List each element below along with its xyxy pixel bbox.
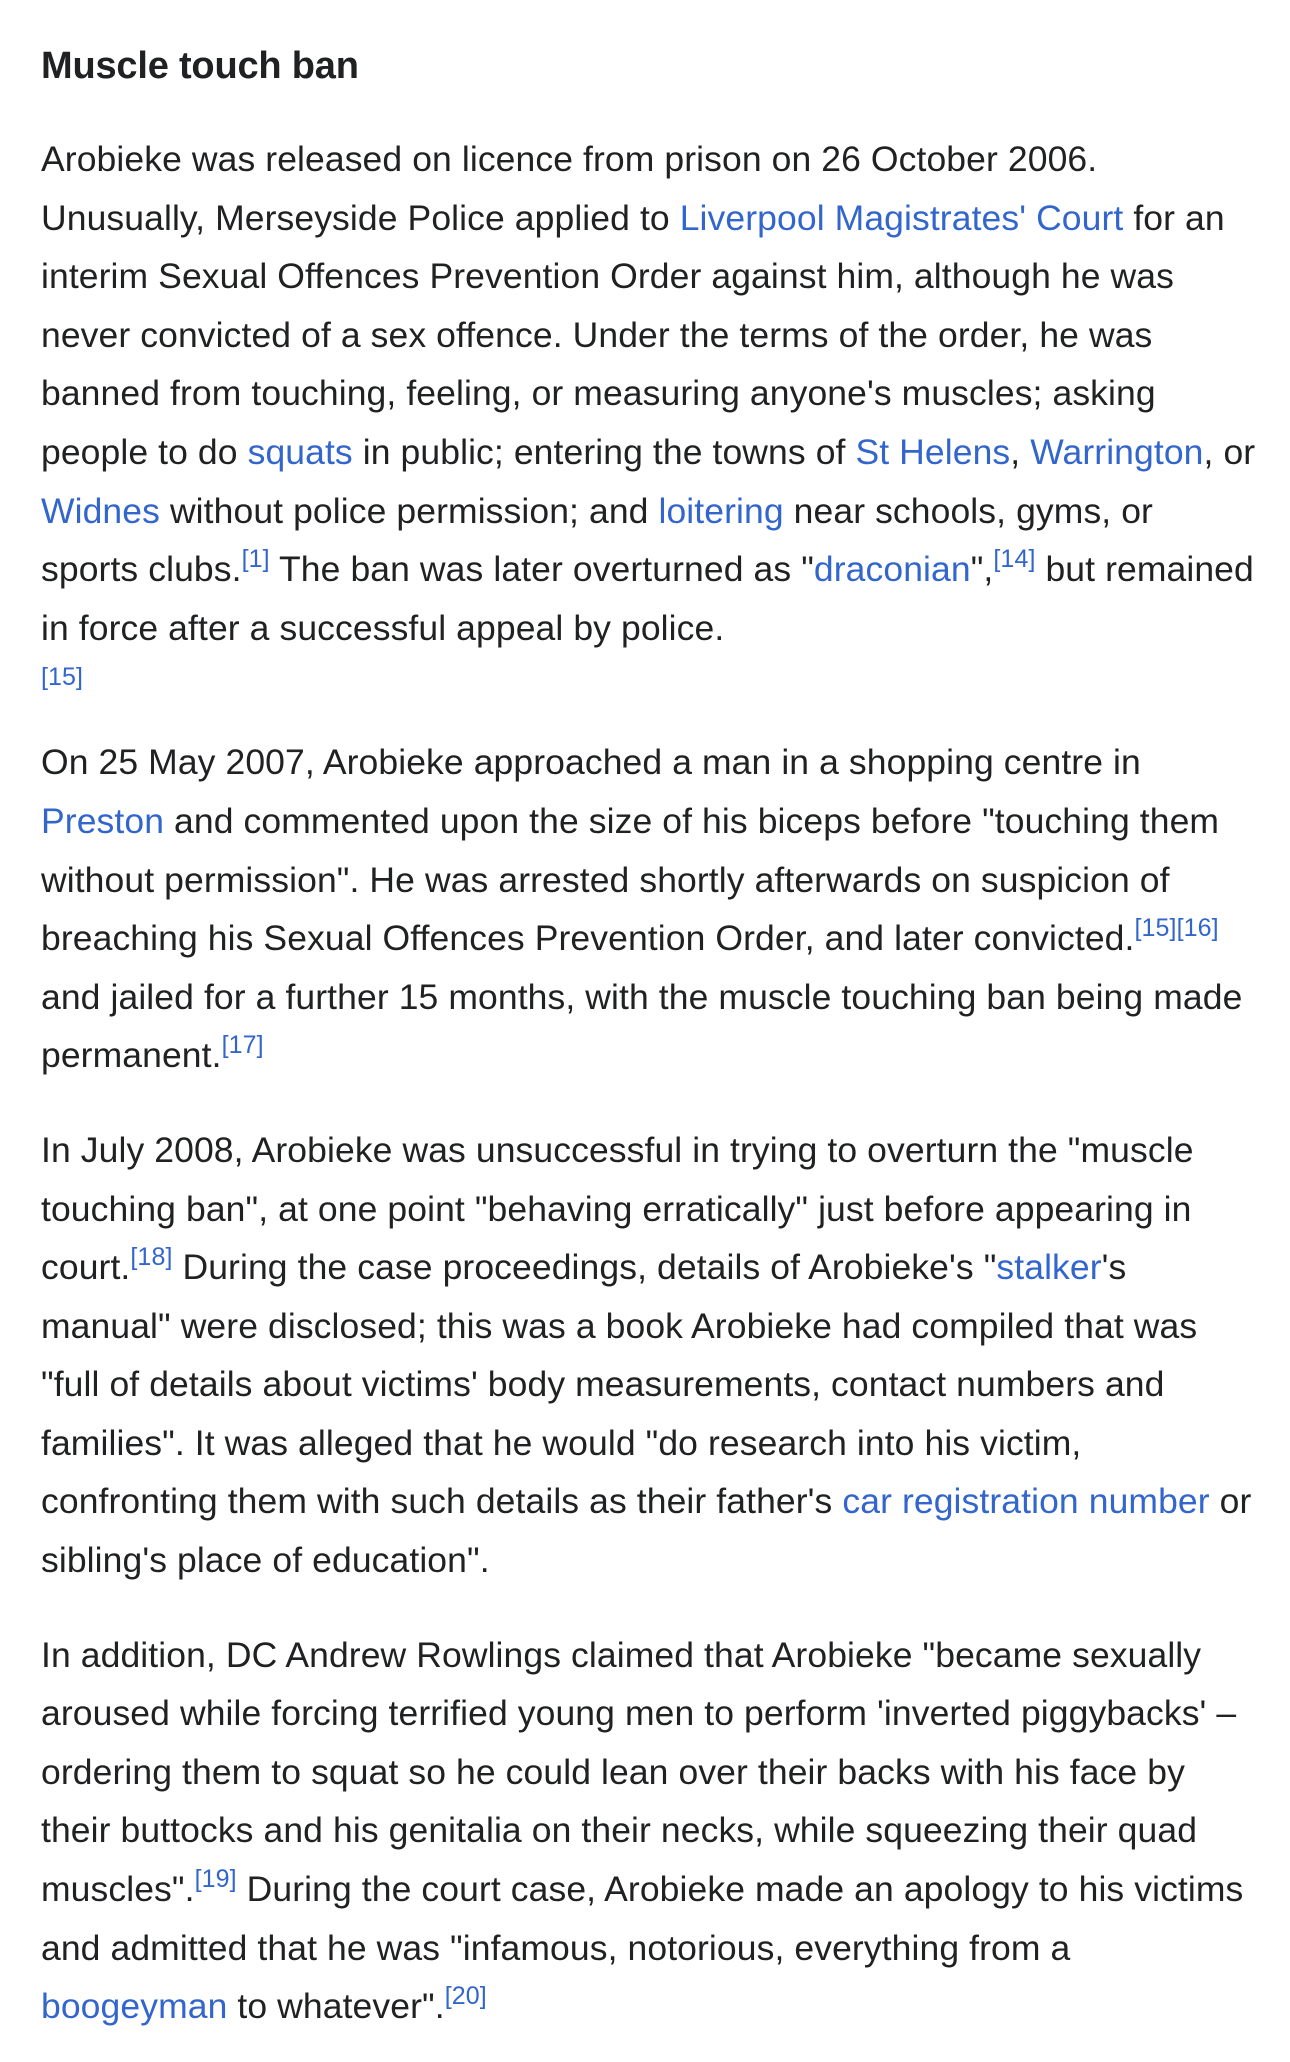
- text: In July 2008, Arobieke was unsuccessful in trying to overturn the "muscle touching ban", at one point "behaving erratically" just before appearing in court.: [41, 1129, 1194, 1288]
- text: ",: [970, 549, 994, 590]
- citation-1[interactable]: [1]: [241, 545, 270, 574]
- text: without police permission; and: [159, 490, 659, 531]
- paragraph-rowlings: [41, 1626, 1256, 2036]
- text: near schools, gyms, or sports clubs.: [41, 490, 1153, 590]
- text: The ban was later overturned as ": [269, 549, 814, 590]
- link-warrington[interactable]: Warrington: [1030, 431, 1204, 472]
- citation-18[interactable]: [18]: [130, 1243, 173, 1272]
- citation-15[interactable]: [15]: [41, 663, 84, 692]
- text: and commented upon the size of his biceps before "touching them without permission". He was arrested shortly afterwards on suspicion of breaching his Sexual Offences Prevention Order, and later convicted.: [41, 800, 1220, 959]
- link-liverpool-magistrates-court[interactable]: Liverpool Magistrates' Court: [679, 197, 1124, 238]
- text: in public; entering the towns of: [352, 431, 856, 472]
- text: , or: [1203, 431, 1256, 472]
- text: During the court case, Arobieke made an apology to his victims and admitted that he was "infamous, notorious, everything from a: [41, 1869, 1244, 1968]
- section-heading: Muscle touch ban: [41, 45, 359, 87]
- text: On 25 May 2007, Arobieke approached a man in a shopping centre in: [41, 742, 1141, 783]
- text: In addition, DC Andrew Rowlings claimed that Arobieke "became sexually aroused while forcing terrified young men to perform 'inverted piggybacks' – ordering them to squat so he could lean over their backs with his face by their buttocks and his genitalia on their necks, while squeezing their quad muscles".: [41, 1634, 1237, 1910]
- citation-14[interactable]: [14]: [993, 545, 1036, 574]
- link-preston[interactable]: Preston: [41, 800, 165, 841]
- text: for an interim Sexual Offences Prevention Order against him, although he was never convicted of a sex offence. Under the terms of the order, he was banned from touching, feeling, or measuring anyone's muscles; asking people to do: [41, 197, 1225, 472]
- link-squats[interactable]: squats: [247, 431, 353, 472]
- paragraph-release: [41, 130, 1256, 697]
- link-boogeyman[interactable]: boogeyman: [41, 1986, 228, 2027]
- citation-16[interactable]: [16]: [1176, 914, 1219, 943]
- text: to whatever".: [227, 1986, 445, 2027]
- text: Arobieke was released on licence from prison on 26 October 2006. Unusually, Merseyside Police applied to: [41, 139, 1098, 238]
- link-stalker[interactable]: stalker: [996, 1247, 1102, 1288]
- paragraph-preston: [41, 733, 1256, 1085]
- text: and jailed for a further 15 months, with the muscle touching ban being made permanent.: [41, 976, 1243, 1076]
- text: but remained in force after a successful appeal by police.: [41, 549, 1254, 648]
- text: or sibling's place of education".: [41, 1481, 1252, 1581]
- citation-20[interactable]: [20]: [444, 1982, 487, 2011]
- link-widnes[interactable]: Widnes: [41, 490, 160, 531]
- link-car-registration-number[interactable]: car registration number: [842, 1481, 1210, 1522]
- citation-15[interactable]: [15]: [1134, 914, 1177, 943]
- text: During the case proceedings, details of Arobieke's ": [172, 1247, 997, 1288]
- text: 's manual" were disclosed; this was a book Arobieke had compiled that was "full of details about victims' body measurements, contact numbers and families". It was alleged that he would "do research into his victim, confronting them with such details as their father's: [41, 1247, 1198, 1522]
- link-st-helens[interactable]: St Helens: [855, 431, 1011, 472]
- paragraph-appeal: [41, 1121, 1256, 1590]
- link-draconian[interactable]: draconian: [813, 549, 971, 590]
- citation-17[interactable]: [17]: [221, 1031, 264, 1060]
- link-loitering[interactable]: loitering: [658, 490, 784, 531]
- article-content: [41, 0, 1256, 2036]
- citation-19[interactable]: [19]: [194, 1865, 237, 1894]
- text: ,: [1010, 431, 1031, 472]
